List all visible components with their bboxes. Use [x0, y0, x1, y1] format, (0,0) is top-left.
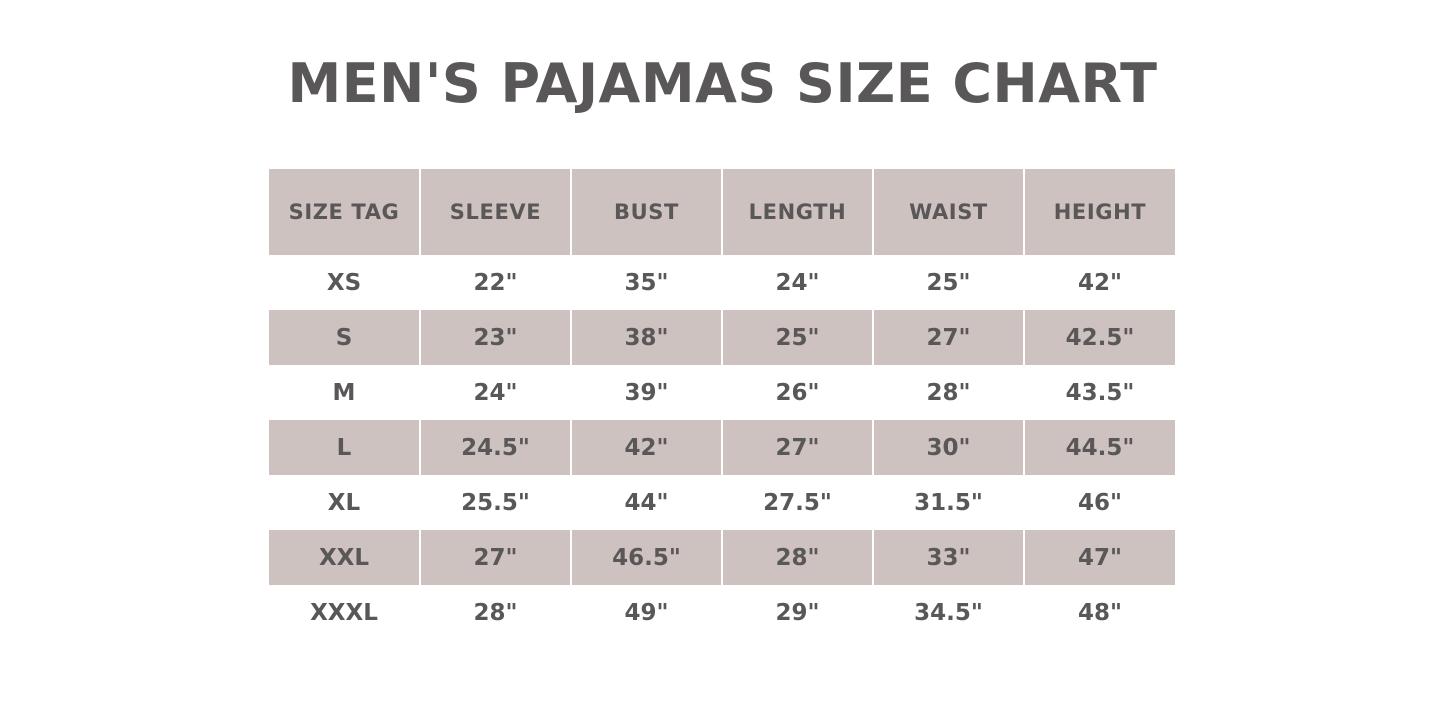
column-header-size-tag: SIZE TAG	[269, 169, 420, 255]
table-row	[269, 365, 1175, 420]
size-chart-table-container	[269, 169, 1175, 640]
table-header-row	[269, 169, 1175, 255]
column-header-bust: BUST	[571, 169, 722, 255]
table-row	[269, 255, 1175, 310]
cell-bust: 42"	[571, 420, 722, 475]
cell-bust: 39"	[571, 365, 722, 420]
cell-length: 27"	[722, 420, 873, 475]
table-row	[269, 530, 1175, 585]
table-row	[269, 310, 1175, 365]
cell-height: 42"	[1024, 255, 1175, 310]
cell-bust: 35"	[571, 255, 722, 310]
cell-size-tag: M	[269, 365, 420, 420]
cell-waist: 31.5"	[873, 475, 1024, 530]
column-header-length: LENGTH	[722, 169, 873, 255]
cell-size-tag: XS	[269, 255, 420, 310]
cell-height: 44.5"	[1024, 420, 1175, 475]
cell-sleeve: 27"	[420, 530, 571, 585]
cell-bust: 38"	[571, 310, 722, 365]
cell-waist: 25"	[873, 255, 1024, 310]
cell-waist: 30"	[873, 420, 1024, 475]
cell-length: 26"	[722, 365, 873, 420]
cell-sleeve: 24.5"	[420, 420, 571, 475]
cell-length: 25"	[722, 310, 873, 365]
table-row	[269, 420, 1175, 475]
table-row	[269, 585, 1175, 640]
cell-sleeve: 28"	[420, 585, 571, 640]
cell-height: 47"	[1024, 530, 1175, 585]
cell-waist: 33"	[873, 530, 1024, 585]
cell-sleeve: 24"	[420, 365, 571, 420]
cell-length: 27.5"	[722, 475, 873, 530]
cell-size-tag: XL	[269, 475, 420, 530]
cell-sleeve: 25.5"	[420, 475, 571, 530]
cell-bust: 46.5"	[571, 530, 722, 585]
cell-size-tag: XXXL	[269, 585, 420, 640]
cell-waist: 27"	[873, 310, 1024, 365]
cell-length: 28"	[722, 530, 873, 585]
cell-bust: 44"	[571, 475, 722, 530]
cell-waist: 28"	[873, 365, 1024, 420]
column-header-height: HEIGHT	[1024, 169, 1175, 255]
cell-height: 46"	[1024, 475, 1175, 530]
cell-sleeve: 23"	[420, 310, 571, 365]
cell-length: 29"	[722, 585, 873, 640]
table-row	[269, 475, 1175, 530]
cell-size-tag: L	[269, 420, 420, 475]
column-header-sleeve: SLEEVE	[420, 169, 571, 255]
cell-height: 48"	[1024, 585, 1175, 640]
cell-sleeve: 22"	[420, 255, 571, 310]
cell-height: 42.5"	[1024, 310, 1175, 365]
cell-size-tag: XXL	[269, 530, 420, 585]
column-header-waist: WAIST	[873, 169, 1024, 255]
cell-length: 24"	[722, 255, 873, 310]
cell-bust: 49"	[571, 585, 722, 640]
cell-size-tag: S	[269, 310, 420, 365]
page-title: MEN'S PAJAMAS SIZE CHART	[287, 52, 1158, 115]
cell-height: 43.5"	[1024, 365, 1175, 420]
cell-waist: 34.5"	[873, 585, 1024, 640]
size-chart-table	[269, 169, 1175, 640]
